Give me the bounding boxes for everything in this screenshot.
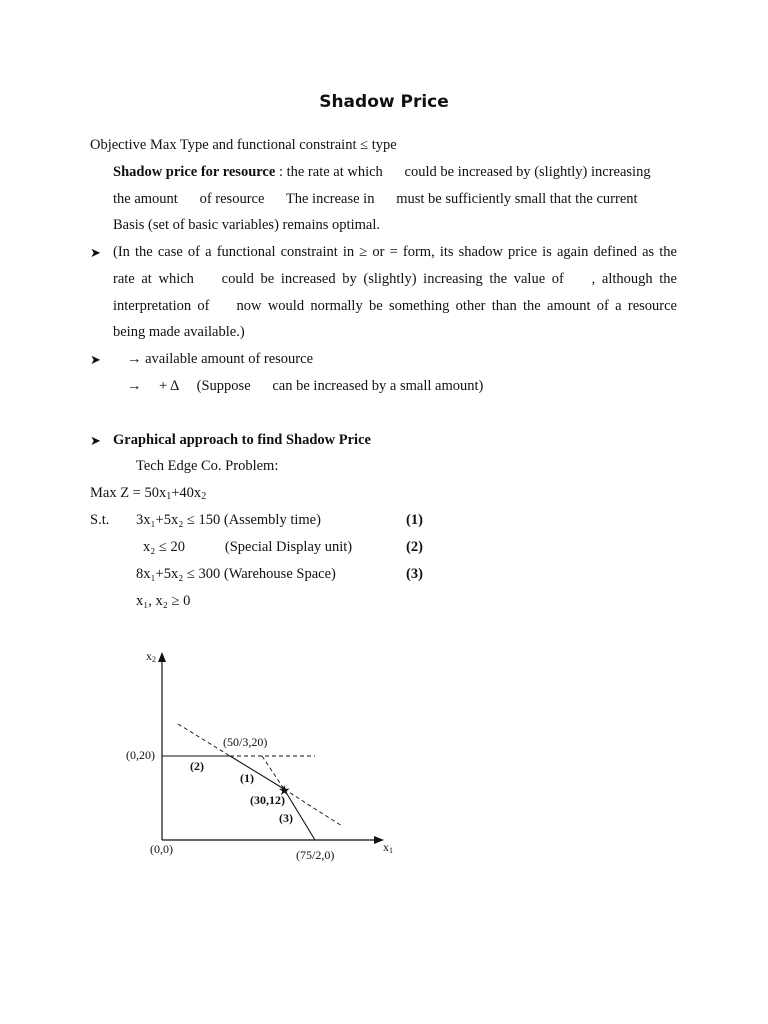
x-axis-label: x1 xyxy=(383,840,393,855)
x-intercept-label: (75/2,0) xyxy=(296,848,335,862)
line-1-label: (1) xyxy=(240,771,254,785)
arrow-bullet-icon: ➤ xyxy=(90,245,101,260)
nonnegativity-constraint: x₁, x₂ ≥ 0 xyxy=(136,593,191,609)
arrow-bullet-icon: ➤ xyxy=(90,352,101,367)
shadow-price-term: Shadow price for resource xyxy=(113,164,276,180)
y-intercept-label: (0,20) xyxy=(126,748,155,762)
note-line-2: rate at which could be increased by (slightly) increasing the value of , although the xyxy=(113,271,677,287)
graphical-heading: Graphical approach to find Shadow Price xyxy=(113,432,371,448)
available-arrow: → xyxy=(127,378,142,394)
constraint-1-number: (1) xyxy=(406,512,423,528)
problem-name: Tech Edge Co. Problem: xyxy=(136,458,279,474)
shadow-price-definition-line-2: the amount of resource The increase in must be sufficiently small that the current xyxy=(113,191,638,207)
y-axis-arrowhead xyxy=(158,652,166,662)
optimum-point-label: (30,12) xyxy=(250,793,285,807)
line-3-label: (3) xyxy=(279,811,293,825)
constraint-2-number: (2) xyxy=(406,539,423,555)
arrow-bullet-icon: ➤ xyxy=(90,433,101,448)
note-line-3: interpretation of now would normally be something other than the amount of a resource xyxy=(113,298,677,314)
origin-label: (0,0) xyxy=(150,842,173,856)
objective-function: Max $Z = 50x_1+40x_2$ xyxy=(90,485,207,502)
shadow-price-definition-line-1: Shadow price for resource : the rate at which could be increased by (slightly) increasing xyxy=(113,164,651,180)
available-amount-line: → available amount of resource xyxy=(127,351,314,367)
increase-line: + Δ (Suppose can be increased by a small amount) xyxy=(159,378,484,394)
corner-point-label: (50/3,20) xyxy=(223,735,268,749)
constraint-1: 3x₁+5x₂ ≤ 150 (Assembly time) xyxy=(136,512,321,528)
note-line-4: being made available.) xyxy=(113,324,245,340)
constraint-3-number: (3) xyxy=(406,566,423,582)
intro-text: Objective Max Type and functional constraint ≤ type xyxy=(90,137,397,153)
y-axis-label: x2 xyxy=(146,649,156,664)
constraint-1-solid xyxy=(230,756,284,789)
subject-to-label: S.t. xyxy=(90,512,110,528)
shadow-price-definition-line-3: Basis (set of basic variables) remains optimal. xyxy=(113,217,380,233)
constraint-2: x₂ ≤ 20 (Special Display unit) xyxy=(143,539,353,555)
constraint-3: 8x₁+5x₂ ≤ 300 (Warehouse Space) xyxy=(136,566,336,582)
note-line-1: (In the case of a functional constraint in ≥ or = form, its shadow price is again defined as the xyxy=(113,244,677,260)
line-2-label: (2) xyxy=(190,759,204,773)
page-title: Shadow Price xyxy=(319,92,449,112)
optimum-star-icon: ★ xyxy=(278,784,291,799)
